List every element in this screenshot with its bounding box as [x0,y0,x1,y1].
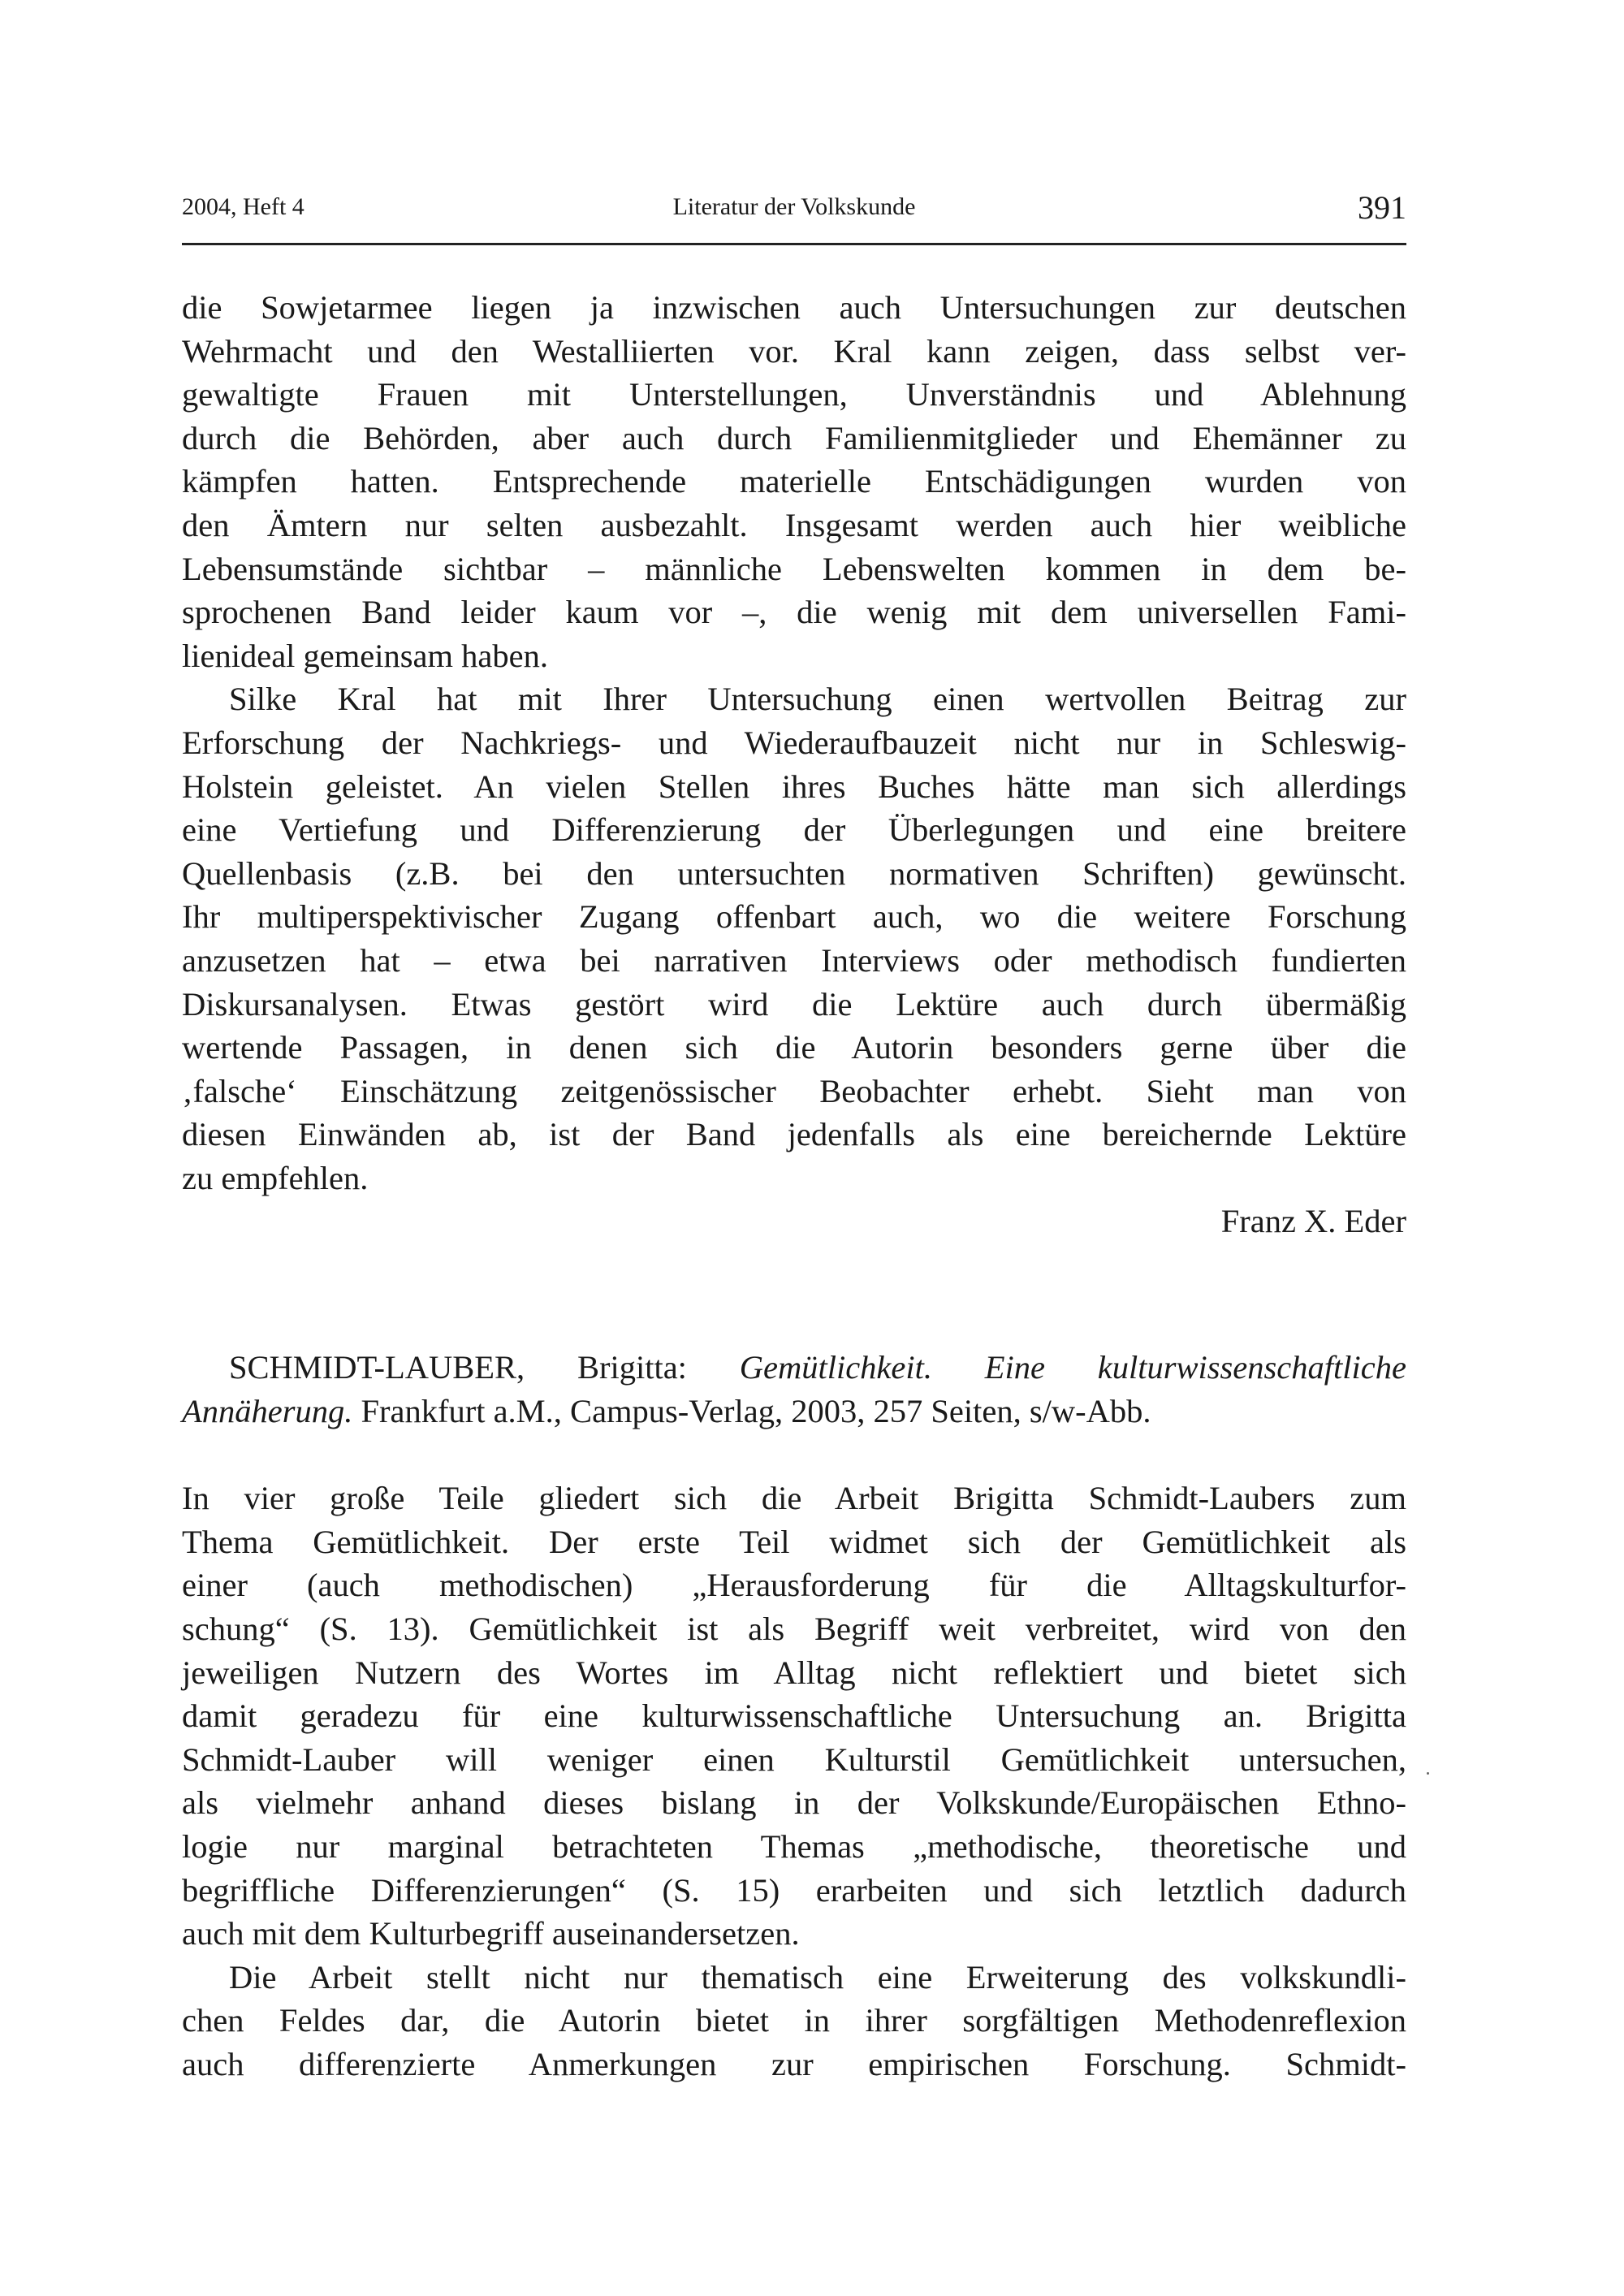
text-line: chen Feldes dar, die Autorin bietet in ihrer sorgfältigen Methodenreflexion [182,2002,1406,2039]
text-line: jeweiligen Nutzern des Wortes im Alltag nicht reflektiert und bietet sich [182,1654,1406,1691]
text-line: als vielmehr anhand dieses bislang in der Volkskunde/Europäischen Ethno- [182,1784,1406,1822]
text-line: sprochenen Band leider kaum vor –, die wenig mit dem universellen Fami- [182,594,1406,631]
text-line: logie nur marginal betrachteten Themas „methodische, theoretische und [182,1828,1406,1865]
text-line: den Ämtern nur selten ausbezahlt. Insgesamt werden auch hier weibliche [182,506,1406,543]
text-line: Ihr multiperspektivischer Zugang offenbart auch, wo die weitere Forschung [182,898,1406,936]
citation-author: SCHMIDT-LAUBER, Brigitta: [229,1349,687,1386]
header-rule [182,243,1406,245]
citation-line-1 [182,1346,1406,1390]
text-line: eine Vertiefung und Differenzierung der Überlegungen und eine breitere [182,811,1406,849]
review-2-paragraph-2 [182,1956,1406,2086]
page-body [182,286,1406,2086]
citation-subtitle: Annäherung. [182,1392,353,1429]
text-line: durch die Behörden, aber auch durch Familienmitglieder und Ehemänner zu [182,419,1406,456]
citation-spacer [182,1433,1406,1477]
review-1 [182,286,1406,1243]
book-citation [182,1346,1406,1433]
text-line: Holstein geleistet. An vielen Stellen ihres Buches hätte man sich allerdings [182,767,1406,805]
text-line: die Sowjetarmee liegen ja inzwischen auch Untersuchungen zur deutschen [182,289,1406,326]
text-line: Quellenbasis (z.B. bei den untersuchten normativen Schriften) gewünscht. [182,854,1406,892]
text-line: auch mit dem Kulturbegriff auseinandersetzen. [182,1915,800,1952]
review-2-paragraph-1 [182,1477,1406,1956]
section-spacer [182,1243,1406,1346]
text-line: begriffliche Differenzierungen“ (S. 15) erarbeiten und sich letztlich dadurch [182,1871,1406,1909]
text-line: ‚falsche‘ Einschätzung zeitgenössischer Beobachter erhebt. Sieht man von [182,1072,1406,1109]
text-line: diesen Einwänden ab, ist der Band jedenfalls als eine bereichernde Lektüre [182,1116,1406,1153]
text-line: lienideal gemeinsam haben. [182,637,548,674]
text-line: zu empfehlen. [182,1159,369,1196]
text-line: einer (auch methodischen) „Herausforderung für die Alltagskulturfor- [182,1567,1406,1604]
text-line: Thema Gemütlichkeit. Der erste Teil widmet sich der Gemütlichkeit als [182,1523,1406,1560]
citation-title: Gemütlichkeit. Eine kulturwissenschaftliche [739,1349,1406,1386]
review-1-paragraph-2 [182,677,1406,1200]
text-line: Wehrmacht und den Westalliierten vor. Kral kann zeigen, dass selbst ver- [182,332,1406,370]
text-line: Lebensumstände sichtbar – männliche Lebenswelten kommen in dem be- [182,550,1406,587]
text-line: Erforschung der Nachkriegs- und Wiederaufbauzeit nicht nur in Schleswig- [182,724,1406,761]
page-number: 391 [1358,189,1406,226]
review-2 [182,1346,1406,2086]
text-line: schung“ (S. 13). Gemütlichkeit ist als Begriff weit verbreitet, wird von den [182,1611,1406,1648]
running-header [182,189,1406,226]
text-line: Silke Kral hat mit Ihrer Untersuchung einen wertvollen Beitrag zur [229,681,1406,718]
section-title: Literatur der Volkskunde [672,193,916,220]
text-line: auch differenzierte Anmerkungen zur empirischen Forschung. Schmidt- [182,2045,1406,2082]
text-line: Diskursanalysen. Etwas gestört wird die Lektüre auch durch übermäßig [182,985,1406,1023]
scan-speck [1427,1772,1429,1775]
text-line: In vier große Teile gliedert sich die Arbeit Brigitta Schmidt-Laubers zum [182,1480,1406,1517]
review-1-paragraph-1 [182,286,1406,677]
text-line: kämpfen hatten. Entsprechende materielle Entschädigungen wurden von [182,463,1406,500]
text-line: Schmidt-Lauber will weniger einen Kulturstil Gemütlichkeit untersuchen, [182,1740,1406,1778]
text-line: damit geradezu für eine kulturwissenschaftliche Untersuchung an. Brigitta [182,1697,1406,1735]
text-line: wertende Passagen, in denen sich die Autorin besonders gerne über die [182,1029,1406,1066]
text-line: gewaltigte Frauen mit Unterstellungen, Unverständnis und Ablehnung [182,376,1406,413]
text-line: Die Arbeit stellt nicht nur thematisch eine Erweiterung des volkskundli- [229,1958,1406,1995]
reviewer-signature: Franz X. Eder [1220,1203,1406,1240]
citation-line-2 [182,1390,1406,1433]
text-line: anzusetzen hat – etwa bei narrativen Interviews oder methodisch fundierten [182,941,1406,979]
issue-label: 2004, Heft 4 [182,193,304,220]
citation-publication: Frankfurt a.M., Campus-Verlag, 2003, 257 Seiten, s/w-Abb. [361,1392,1151,1429]
